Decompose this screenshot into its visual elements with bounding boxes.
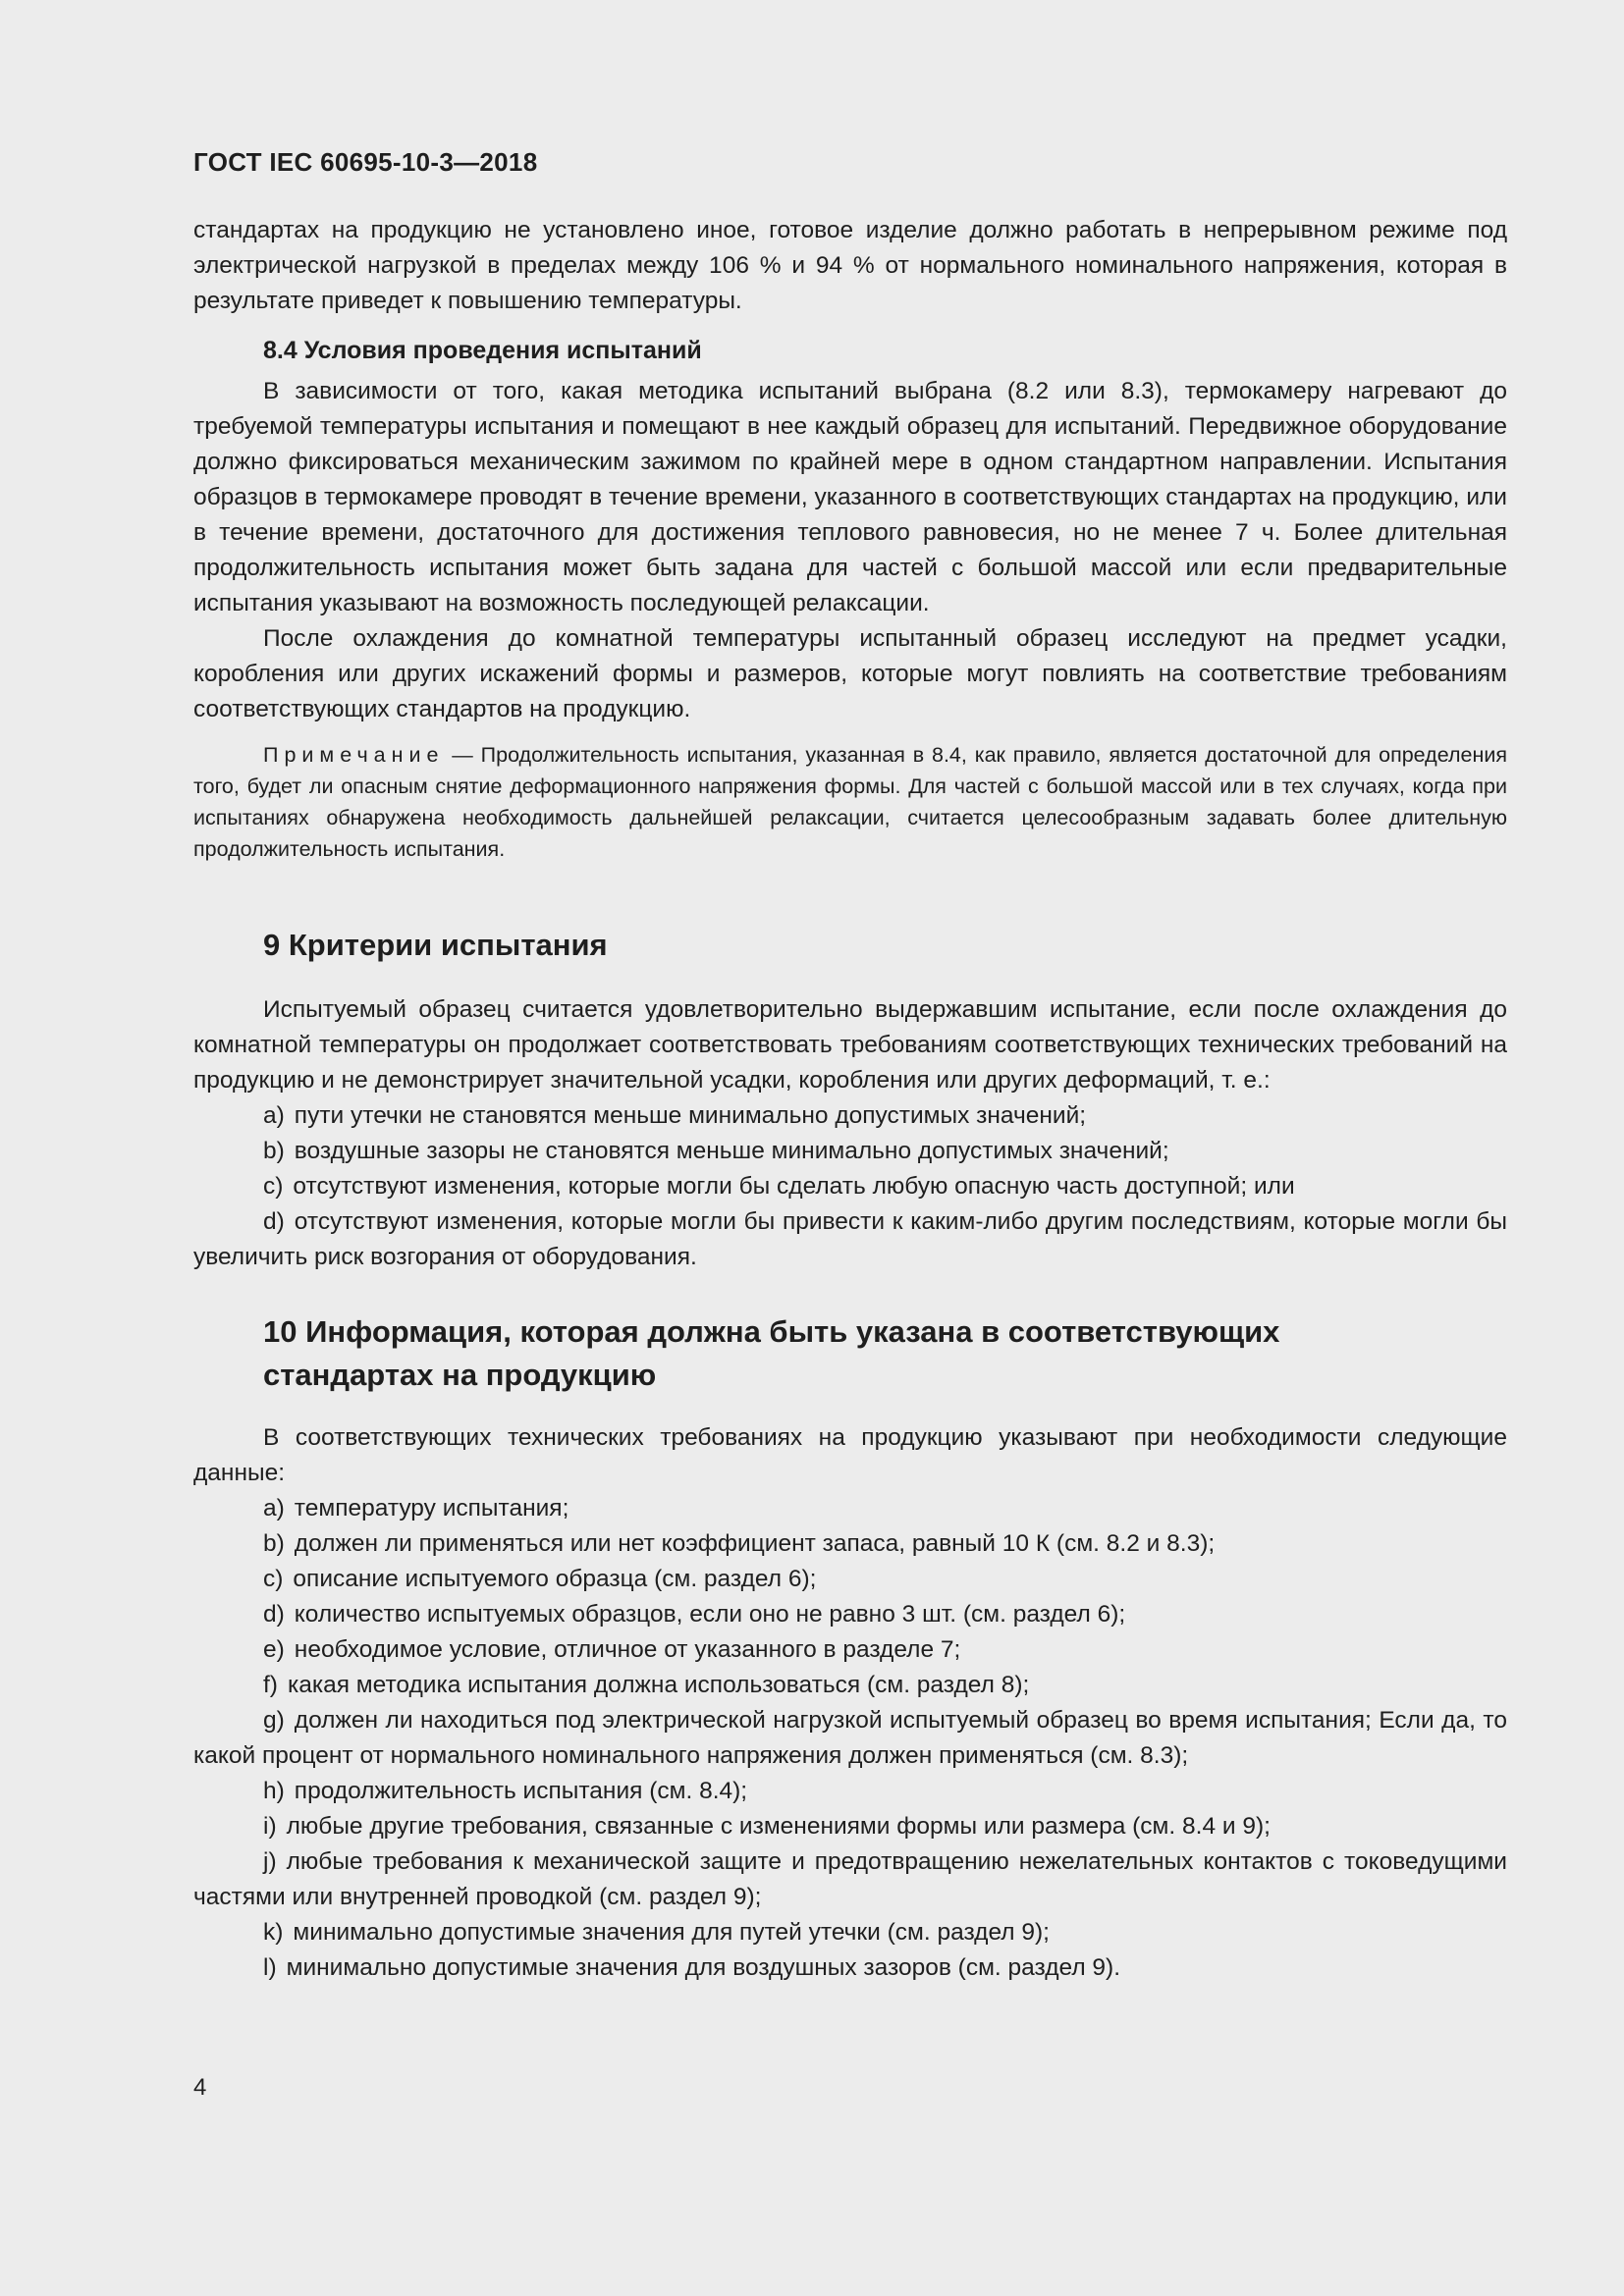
list-item bbox=[193, 1844, 1507, 1915]
section-9-paragraph: Испытуемый образец считается удовлетворительно выдержавшим испытание, если после охлаждения до комнатной температуры он продолжает соответствовать требованиям соответствующих технических требований на продукцию и не демонстрирует значительной усадки, коробления или других деформаций, т. е.: bbox=[193, 996, 1507, 1094]
list-item bbox=[193, 1668, 1507, 1703]
section-10-title bbox=[263, 1310, 1507, 1397]
list-item-mark: b) bbox=[263, 1530, 285, 1557]
list-item-mark: l) bbox=[263, 1954, 277, 1981]
list-item-mark: i) bbox=[263, 1813, 277, 1840]
list-item bbox=[193, 1703, 1507, 1774]
document-header: ГОСТ IEC 60695-10-3—2018 bbox=[193, 147, 538, 177]
list-item-mark: c) bbox=[263, 1566, 284, 1592]
list-item-text: минимально допустимые значения для воздушных зазоров (см. раздел 9). bbox=[286, 1954, 1121, 1981]
list-item-mark: b) bbox=[263, 1138, 285, 1164]
list-item-text: какая методика испытания должна использоваться (см. раздел 8); bbox=[287, 1672, 1030, 1698]
list-item bbox=[193, 1915, 1507, 1950]
list-item bbox=[193, 1632, 1507, 1668]
document-body bbox=[193, 213, 1507, 1986]
list-item-text: описание испытуемого образца (см. раздел 6); bbox=[293, 1566, 817, 1592]
list-item-mark: a) bbox=[263, 1495, 285, 1522]
section-10-title-line-2: стандартах на продукцию bbox=[263, 1358, 657, 1392]
list-item bbox=[193, 1169, 1507, 1204]
list-item bbox=[193, 1491, 1507, 1526]
list-item bbox=[193, 1809, 1507, 1844]
section-8-4-note bbox=[193, 739, 1507, 865]
list-item-text: температуру испытания; bbox=[294, 1495, 569, 1522]
section-9-title: 9 Критерии испытания bbox=[263, 928, 608, 962]
list-item-text: необходимое условие, отличное от указанного в разделе 7; bbox=[294, 1636, 961, 1663]
page-number: 4 bbox=[193, 2074, 207, 2101]
section-10-title-line-1: 10 Информация, которая должна быть указана в соответствующих bbox=[263, 1314, 1280, 1349]
list-item-mark: d) bbox=[263, 1601, 285, 1628]
list-item-text: отсутствуют изменения, которые могли бы привести к каким-либо другим последствиям, которые могли бы увеличить риск возгорания от оборудования. bbox=[193, 1208, 1507, 1270]
intro-paragraph: стандартах на продукцию не установлено иное, готовое изделие должно работать в непрерывном режиме под электрической нагрузкой в пределах между 106 % и 94 % от нормального номинального напряжения, которая в результате приведет к повышению температуры. bbox=[193, 217, 1507, 314]
section-8-4-paragraph-2: После охлаждения до комнатной температуры испытанный образец исследуют на предмет усадки, коробления или других искажений формы и размеров, которые могут повлиять на соответствие требованиям соответствующих стандартов на продукцию. bbox=[193, 625, 1507, 722]
section-8-4-title: 8.4 Условия проведения испытаний bbox=[263, 337, 702, 364]
list-item-mark: e) bbox=[263, 1636, 285, 1663]
list-item bbox=[193, 1774, 1507, 1809]
list-item-text: должен ли находиться под электрической нагрузкой испытуемый образец во время испытания; Если да, то какой процент от нормального номинального напряжения должен применяться (см. 8.3); bbox=[193, 1707, 1507, 1769]
section-8-4-paragraph-1: В зависимости от того, какая методика испытаний выбрана (8.2 или 8.3), термокамеру нагревают до требуемой температуры испытания и помещают в нее каждый образец для испытаний. Передвижное оборудование должно фиксироваться механическим зажимом по крайней мере в одном стандартном направлении. Испытания образцов в термокамере проводят в течение времени, указанного в соответствующих стандартах на продукцию, или в течение времени, достаточного для достижения теплового равновесия, но не менее 7 ч. Более длительная продолжительность испытания может быть задана для частей с большой массой или если предварительные испытания указывают на возможность последующей релаксации. bbox=[193, 378, 1507, 616]
section-10-list bbox=[193, 1491, 1507, 1986]
list-item-mark: f) bbox=[263, 1672, 278, 1698]
list-item-text: любые другие требования, связанные с изменениями формы или размера (см. 8.4 и 9); bbox=[286, 1813, 1271, 1840]
section-9-list bbox=[193, 1098, 1507, 1275]
list-item bbox=[193, 1098, 1507, 1134]
list-item bbox=[193, 1204, 1507, 1275]
list-item bbox=[193, 1526, 1507, 1562]
list-item-mark: a) bbox=[263, 1102, 285, 1129]
list-item-text: количество испытуемых образцов, если оно не равно 3 шт. (см. раздел 6); bbox=[294, 1601, 1126, 1628]
note-label: Примечание bbox=[263, 743, 445, 767]
list-item-mark: d) bbox=[263, 1208, 285, 1235]
note-text: — Продолжительность испытания, указанная в 8.4, как правило, является достаточной для определения того, будет ли опасным снятие деформационного напряжения формы. Для частей с большой массой или в тех случаях, когда при испытаниях обнаружена необходимость дальнейшей релаксации, считается целесообразным задавать более длительную продолжительность испытания. bbox=[193, 743, 1507, 861]
list-item bbox=[193, 1597, 1507, 1632]
list-item-mark: c) bbox=[263, 1173, 284, 1200]
list-item-mark: h) bbox=[263, 1778, 285, 1804]
list-item-text: воздушные зазоры не становятся меньше минимально допустимых значений; bbox=[294, 1138, 1169, 1164]
list-item-mark: j) bbox=[263, 1848, 277, 1875]
list-item-text: продолжительность испытания (см. 8.4); bbox=[294, 1778, 748, 1804]
list-item-mark: k) bbox=[263, 1919, 284, 1946]
list-item-text: отсутствуют изменения, которые могли бы сделать любую опасную часть доступной; или bbox=[293, 1173, 1295, 1200]
section-10-paragraph: В соответствующих технических требованиях на продукцию указывают при необходимости следующие данные: bbox=[193, 1424, 1507, 1486]
list-item-text: пути утечки не становятся меньше минимально допустимых значений; bbox=[294, 1102, 1087, 1129]
list-item-text: минимально допустимые значения для путей утечки (см. раздел 9); bbox=[293, 1919, 1050, 1946]
list-item bbox=[193, 1134, 1507, 1169]
list-item-text: должен ли применяться или нет коэффициент запаса, равный 10 К (см. 8.2 и 8.3); bbox=[294, 1530, 1216, 1557]
list-item bbox=[193, 1950, 1507, 1986]
list-item-mark: g) bbox=[263, 1707, 285, 1734]
list-item-text: любые требования к механической защите и предотвращению нежелательных контактов с токоведущими частями или внутренней проводкой (см. раздел 9); bbox=[193, 1848, 1507, 1910]
list-item bbox=[193, 1562, 1507, 1597]
